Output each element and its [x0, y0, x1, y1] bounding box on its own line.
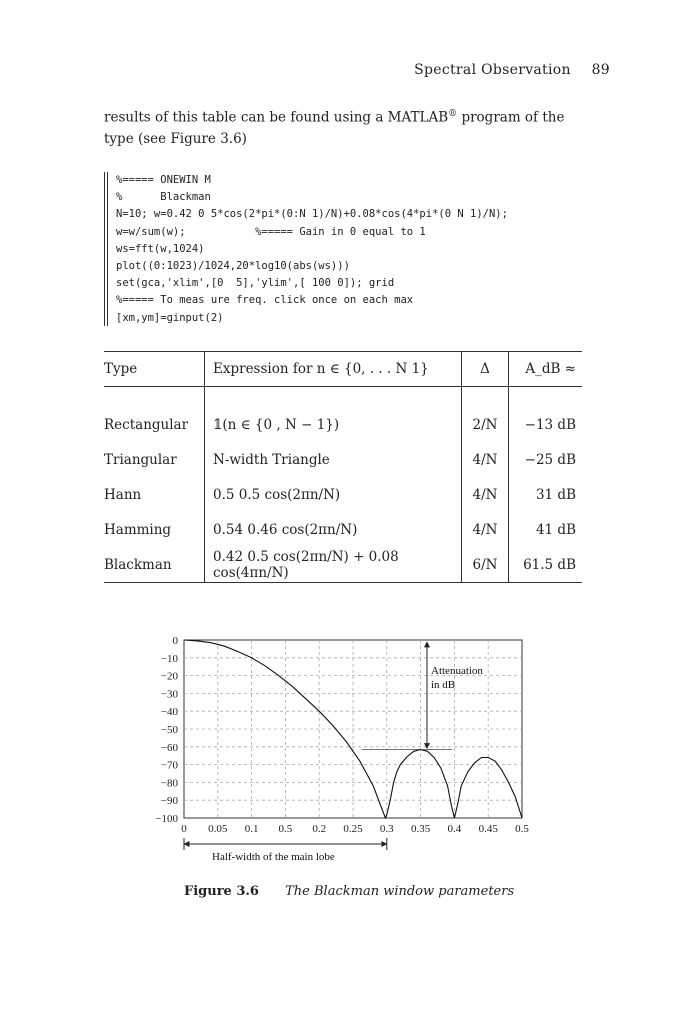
table-row: Blackman 0.42 0.5 cos(2πn/N) + 0.08 cos(4πn/N) 6/N 61.5 dB	[104, 547, 582, 583]
x-tick-label: 0.4	[447, 823, 462, 835]
y-tick-label: −80	[160, 777, 178, 790]
col-adb: A_dB ≈	[509, 352, 583, 387]
table-header-row	[104, 352, 582, 387]
y-tick-label: −60	[160, 741, 178, 754]
attenuation-label: in dB	[431, 679, 456, 691]
intro-paragraph: results of this table can be found using a MATLAB® program of the type (see Figure 3.6)	[104, 109, 565, 147]
code-line: % Blackman	[116, 191, 211, 204]
figure-number: Figure 3.6	[184, 884, 259, 899]
table-row: Hamming 0.54 0.46 cos(2πn/N) 4/N 41 dB	[104, 512, 582, 547]
matlab-code-listing	[104, 172, 584, 326]
figure-caption	[184, 884, 514, 899]
y-tick-label: −10	[160, 652, 178, 665]
x-tick-label: 0.3	[379, 823, 394, 835]
window-table	[104, 351, 582, 583]
x-tick-label: 0.35	[410, 823, 431, 835]
x-tick-label: 0.05	[208, 823, 228, 835]
y-tick-label: −70	[160, 759, 178, 772]
code-line: [xm,ym]=ginput(2)	[116, 311, 224, 324]
col-type: Type	[104, 352, 205, 387]
figure-caption-text: The Blackman window parameters	[285, 884, 515, 899]
table-row: Rectangular 𝟙(n ∈ {0 , N − 1}) 2/N −13 dB	[104, 407, 582, 442]
half-width-label: Half-width of the main lobe	[212, 851, 335, 863]
y-tick-label: 0	[172, 635, 178, 647]
x-tick-label: 0.25	[343, 823, 363, 835]
y-tick-label: −90	[160, 795, 178, 808]
x-tick-label: 0.5	[278, 823, 293, 835]
code-line: w=w/sum(w); %===== Gain in 0 equal to 1	[116, 225, 426, 238]
code-line: %===== To meas ure freq. click once on each max	[116, 294, 414, 307]
y-tick-label: −50	[160, 724, 178, 736]
code-line: N=10; w=0.42 0 5*cos(2*pi*(0:N 1)/N)+0.08*cos(4*pi*(0 N 1)/N);	[116, 208, 508, 221]
running-header	[398, 62, 610, 78]
y-tick-label: −20	[160, 670, 178, 683]
x-tick-label: 0.1	[244, 823, 259, 835]
code-line: plot((0:1023)/1024,20*log10(abs(ws)))	[116, 260, 350, 273]
page-number: 89	[591, 62, 610, 78]
table-row: Triangular N-width Triangle 4/N −25 dB	[104, 442, 582, 477]
x-tick-label: 0.45	[478, 823, 498, 835]
x-tick-label: 0	[181, 823, 187, 835]
code-line: set(gca,'xlim',[0 5],'ylim',[ 100 0]); grid	[116, 277, 395, 290]
blackman-spectrum-chart	[0, 620, 682, 870]
y-tick-label: −40	[160, 706, 178, 719]
table-row: Hann 0.5 0.5 cos(2πn/N) 4/N 31 dB	[104, 477, 582, 512]
attenuation-label: Attenuation	[431, 665, 483, 677]
code-line: %===== ONEWIN M	[116, 174, 211, 186]
col-delta: Δ	[462, 352, 509, 387]
y-tick-label: −30	[160, 688, 178, 701]
x-tick-label: 0.5	[515, 823, 529, 835]
x-tick-label: 0.2	[312, 823, 327, 835]
code-line: ws=fft(w,1024)	[116, 242, 205, 255]
col-expression: Expression for n ∈ {0, . . . N 1}	[205, 352, 462, 387]
header-title: Spectral Observation	[414, 62, 571, 78]
registered-mark: ®	[448, 109, 458, 119]
y-tick-label: −100	[155, 813, 178, 825]
